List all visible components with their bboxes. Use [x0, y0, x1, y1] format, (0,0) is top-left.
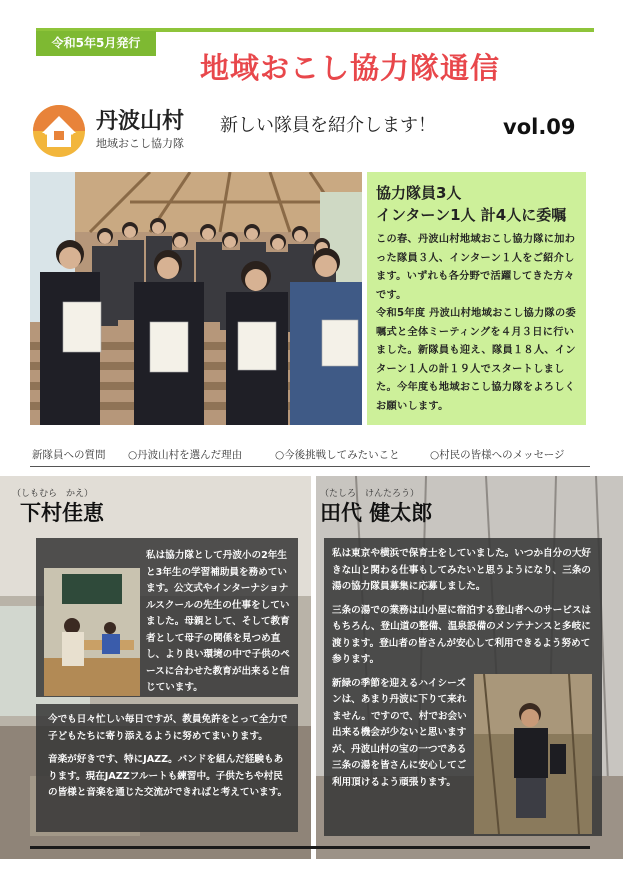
name-reading: （しもむら かえ） [12, 489, 94, 499]
profile-panel-shimomura [0, 476, 311, 859]
classroom-photo [44, 568, 140, 696]
name-block [12, 488, 220, 526]
hiker-photo [474, 674, 592, 834]
volume-number: vol.09 [503, 115, 576, 139]
questions-label: 新隊員への質問 [32, 449, 106, 461]
member-name: 田代 健太郎 [320, 501, 433, 525]
profile-paragraph: 私は東京や横浜で保育士をしていました。いつか自分の大好きな山と関わる仕事もしてみたいと思うようになり、三条の湯の協力隊員募集に応募しました。 [332, 548, 592, 592]
profile-paragraph: 今でも日々忙しい毎日ですが、教員免許をとって全力で子どもたちに寄り添えるように努めてまいります。 [48, 714, 288, 742]
profile-paragraph: 新緑の季節を迎えるハイシーズンは、あまり丹波に下りて来れません。ですので、村でお会い出来る機会が少ないと思いますが、丹波山村の宝の一つである三条の湯を皆さんに安心してご利用頂けるよう頑張ります。 [332, 677, 467, 788]
member-name: 下村佳恵 [20, 501, 104, 525]
intro-subheading: インターン1人 計4人に委嘱 [376, 206, 567, 224]
text-card [324, 538, 602, 836]
profile-panel-tashiro [316, 476, 623, 859]
intro-text: 私は協力隊として丹波小の2年生と3年生の学習補助員を務めています。公文式やインターナショナルスクールの先生の仕事をしていました。母親として、そして教育者として母子の関係を見つめ直し、より良い環境の中で子供のペースに合わせた教育が出来ると信じています。 [146, 550, 290, 693]
intro-box [367, 172, 586, 425]
question-item: ○村民の皆様へのメッセージ [430, 449, 565, 461]
house-circle-logo-icon [32, 104, 86, 158]
village-name: 丹波山村 [96, 109, 185, 134]
village-subtitle: 地域おこし協力隊 [96, 137, 184, 150]
footer-rule [30, 846, 590, 849]
profile-paragraph: 音楽が好きです、特にJAZZ。バンドを組んだ経験もあります。現在JAZZフルートも練習中。子供たちや村民の皆様と音楽を通じた交流ができればと考えています。 [48, 754, 288, 798]
name-reading: （たしろ けんたろう） [320, 489, 420, 499]
questions-row [30, 443, 590, 467]
question-item: ○今後挑戦してみたいこと [275, 449, 400, 461]
profile-paragraph: 三条の湯での業務は山小屋に宿泊する登山者へのサービスはもちろん、登山道の整備、温泉設備のメンテナンスと多岐に渡ります。登山者の皆さんが安心して利用できるよう努めて参ります。 [332, 604, 592, 665]
text-card [36, 704, 298, 832]
group-photo [30, 172, 362, 425]
name-block [320, 488, 520, 526]
newsletter-title: 地域おこし協力隊通信 [199, 51, 500, 85]
divider [30, 466, 590, 467]
page-subtitle: 新しい隊員を紹介します！ [220, 115, 436, 136]
intro-card [36, 538, 298, 697]
intro-paragraph: 令和5年度 丹波山村地域おこし協力隊の委嘱式と全体ミーティングを４月３日に行いました。新隊員も迎え、隊員１８人、インターン１人の計１９人でスタートしました。今年度も地域おこし協力隊をよろしくお願いします。 [376, 308, 577, 412]
intro-heading: 協力隊員3人 [376, 184, 462, 202]
issue-date-badge: 令和5年5月発行 [36, 31, 156, 56]
intro-paragraph: この春、丹波山村地域おこし協力隊に加わった隊員３人、インターン１人をご紹介します。いずれも各分野で活躍してきた方々です。 [376, 234, 576, 301]
question-item: ○丹波山村を選んだ理由 [128, 449, 243, 461]
